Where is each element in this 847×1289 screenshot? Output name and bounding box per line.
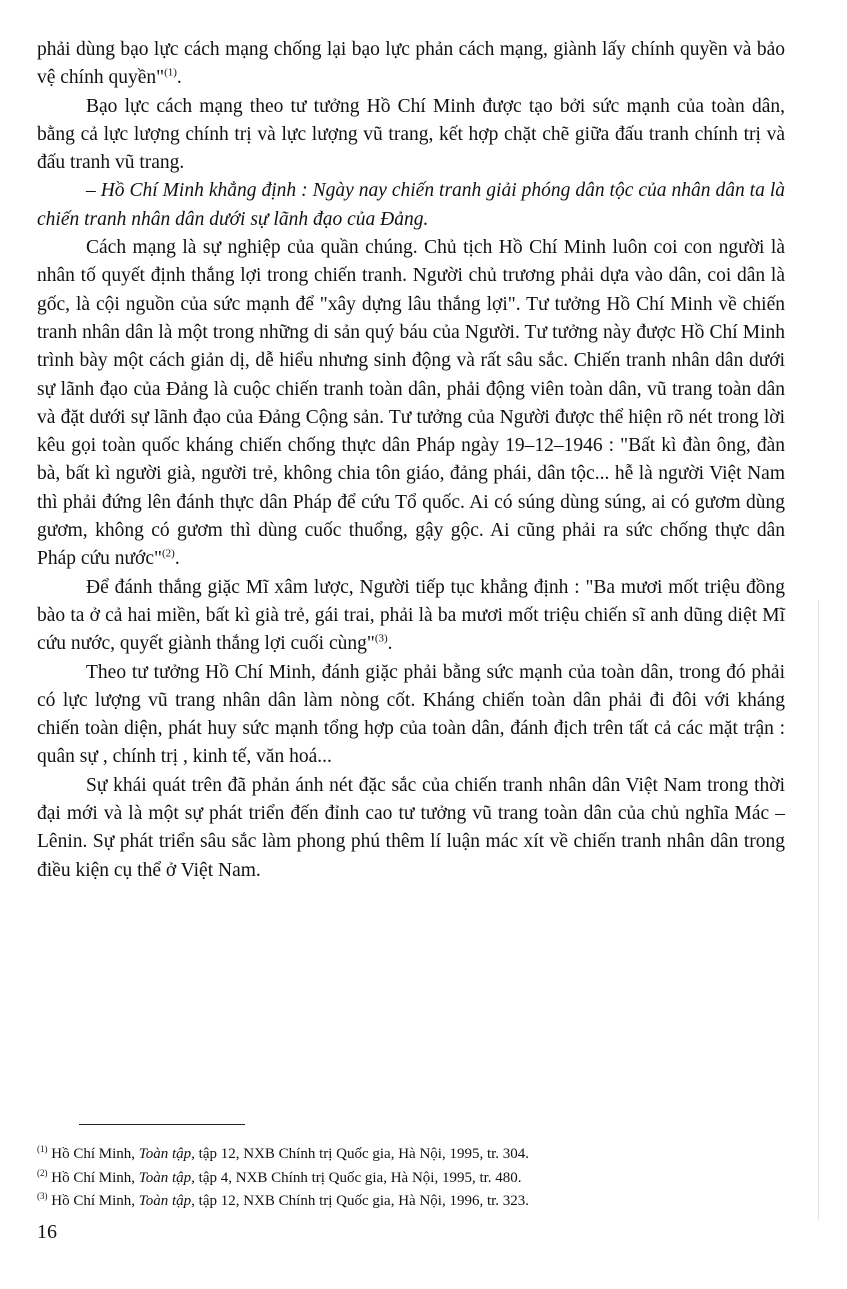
paragraph-4: Cách mạng là sự nghiệp của quần chúng. Chủ tịch Hồ Chí Minh luôn coi con người là nhân tố quyết định thắng lợi trong chiến tranh. Người chủ trương phải dựa vào dân, coi dân là gốc, là cội nguồn của sức mạnh để "xây dựng lâu thắng lợi". Tư tưởng Hồ Chí Minh về chiến tranh nhân dân là một trong những di sản quý báu của Người. Tư tưởng này được Hồ Chí Minh trình bày một cách giản dị, dễ hiểu nhưng sinh động và rất sâu sắc. Chiến tranh nhân dân dưới sự lãnh đạo của Đảng là cuộc chiến tranh toàn dân, phải động viên toàn dân, vũ trang toàn dân và đặt dưới sự lãnh đạo của Đảng Cộng sản. Tư tưởng của Người được thể hiện rõ nét trong lời kêu gọi toàn quốc kháng chiến chống thực dân Pháp ngày 19–12–1946 : "Bất kì đàn ông, đàn bà, bất kì người già, người trẻ, không chia tôn giáo, đảng phái, dân tộc... hễ là người Việt Nam thì phải đứng lên đánh thực dân Pháp để cứu Tổ quốc. Ai có súng dùng súng, ai có gươm dùng gươm, không có gươm thì dùng cuốc thuổng, gậy gộc. Ai cũng phải ra sức chống thực dân Pháp cứu nước"$^{(2)}$. [37, 237, 785, 570]
paragraph-7: Sự khái quát trên đã phản ánh nét đặc sắc của chiến tranh nhân dân Việt Nam trong thời đại mới và là một sự phát triển đến đỉnh cao tư tưởng vũ trang toàn dân của chủ nghĩa Mác – Lênin. Sự phát triển sâu sắc làm phong phú thêm lí luận mác xít về chiến tranh nhân dân trong điều kiện cụ thể ở Việt Nam. [37, 774, 785, 881]
paragraph-5: Để đánh thắng giặc Mĩ xâm lược, Người tiếp tục khẳng định : "Ba mươi mốt triệu đồng bào ta ở cả hai miền, bất kì già trẻ, gái trai, phải là ba mươi mốt triệu chiến sĩ anh dũng diệt Mĩ cứu nước, quyết giành thắng lợi cuối cùng"$^{(3)}$. [37, 576, 785, 655]
footnote-3: $^{(3)}$ Hồ Chí Minh, Toàn tập, tập 12, NXB Chính trị Quốc gia, Hà Nội, 1996, tr. 323. [37, 1191, 530, 1209]
page-number: 16 [37, 1221, 57, 1243]
footnote-ref-3: (3) [374, 632, 388, 645]
body-text [37, 36, 785, 885]
footnote-ref-2: (2) [161, 547, 175, 560]
scan-edge-line [818, 600, 819, 1220]
footnote-2: $^{(2)}$ Hồ Chí Minh, Toàn tập, tập 4, NXB Chính trị Quốc gia, Hà Nội, 1995, tr. 480. [37, 1167, 522, 1186]
paragraph-3-italic-heading: – Hồ Chí Minh khẳng định : Ngày nay chiến tranh giải phóng dân tộc của nhân dân ta là chiến tranh nhân dân dưới sự lãnh đạo của Đảng. [37, 180, 785, 230]
paragraph-2: Bạo lực cách mạng theo tư tưởng Hồ Chí Minh được tạo bởi sức mạnh của toàn dân, bằng cả lực lượng chính trị và lực lượng vũ trang, kết hợp chặt chẽ giữa đấu tranh chính trị và đấu tranh vũ trang. [37, 95, 785, 174]
footnote-divider [79, 1124, 245, 1125]
paragraph-6: Theo tư tưởng Hồ Chí Minh, đánh giặc phải bằng sức mạnh của toàn dân, trong đó phải có lực lượng vũ trang nhân dân làm nòng cốt. Kháng chiến toàn dân phải đi đôi với kháng chiến toàn diện, phát huy sức mạnh tổng hợp của toàn dân, đánh địch trên tất cả các mặt trận : quân sự , chính trị , kinh tế, văn hoá... [37, 661, 785, 768]
paragraph-1: phải dùng bạo lực cách mạng chống lại bạo lực phản cách mạng, giành lấy chính quyền và bảo vệ chính quyền"$^{(1)}$. [37, 39, 785, 89]
footnote-ref-1: (1) [164, 66, 177, 79]
footnote-1: $^{(1)}$ Hồ Chí Minh, Toàn tập, tập 12, NXB Chính trị Quốc gia, Hà Nội, 1995, tr. 304. [37, 1144, 530, 1162]
footnotes [37, 1124, 785, 1214]
